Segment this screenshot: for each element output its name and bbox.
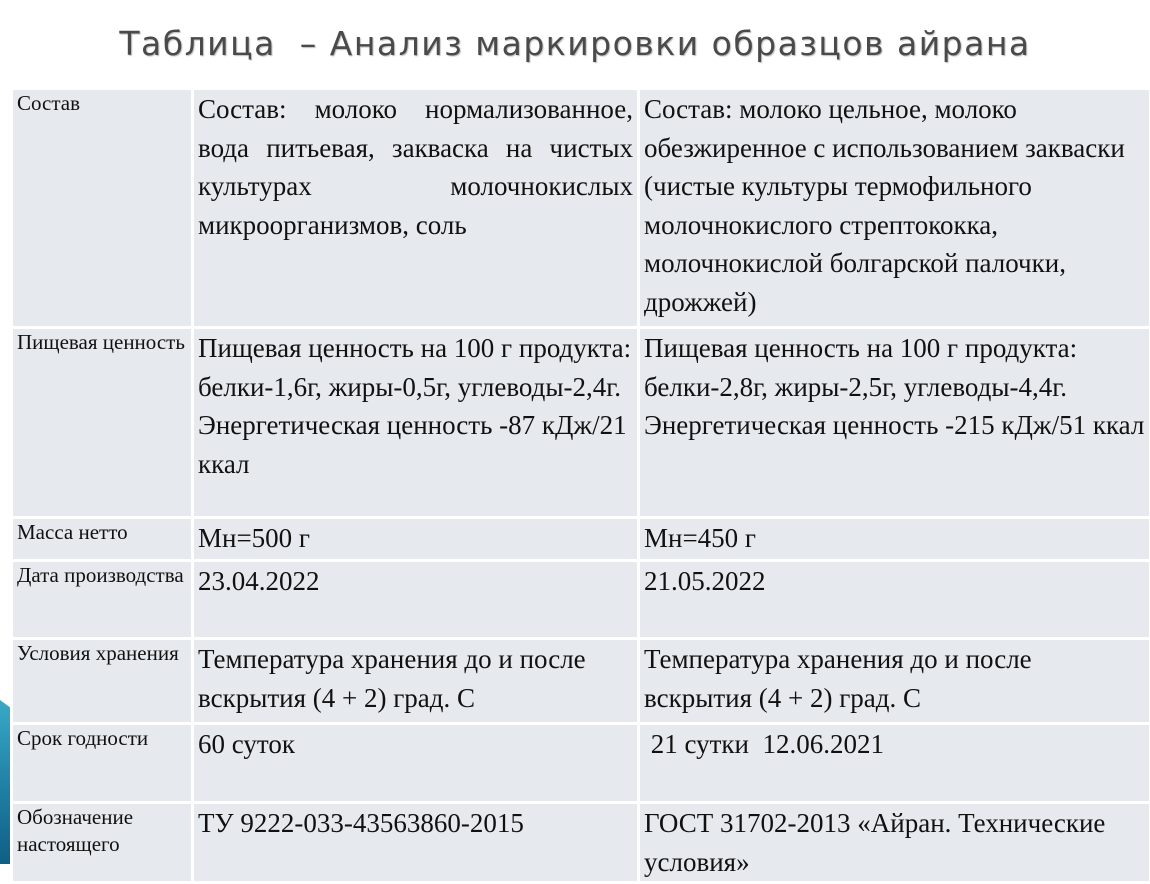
row-label: Состав — [12, 89, 193, 328]
sample1-cell: 60 суток — [193, 724, 639, 803]
sample2-cell: 21.05.2022 — [639, 561, 1150, 639]
row-label: Пищевая ценность — [12, 328, 193, 518]
sample2-cell: 21 сутки 12.06.2021 — [639, 724, 1150, 803]
row-label: Дата производства — [12, 561, 193, 639]
table-row-shelf-life — [12, 724, 1150, 803]
sample2-cell: Пищевая ценность на 100 г продукта: белки-2,8г, жиры-2,5г, углеводы-4,4г. Энергетическая ценность -215 кДж/51 ккал — [639, 328, 1150, 518]
sample1-cell: Мн=500 г — [193, 518, 639, 561]
slide-title: Таблица – Анализ маркировки образцов айрана — [0, 24, 1150, 63]
row-label: Масса нетто — [12, 518, 193, 561]
table-row-production-date — [12, 561, 1150, 639]
table-row-storage-conditions — [12, 639, 1150, 724]
table-row-composition — [12, 89, 1150, 328]
sample1-cell: ТУ 9222-033-43563860-2015 — [193, 803, 639, 883]
marking-analysis-table — [10, 87, 1150, 884]
sample2-cell: Мн=450 г — [639, 518, 1150, 561]
sample2-cell: ГОСТ 31702-2013 «Айран. Технические условия» — [639, 803, 1150, 883]
table-row-net-mass — [12, 518, 1150, 561]
sample1-cell: 23.04.2022 — [193, 561, 639, 639]
sample2-cell: Температура хранения до и после вскрытия (4 + 2) град. С — [639, 639, 1150, 724]
sample1-cell: Пищевая ценность на 100 г продукта: белки-1,6г, жиры-0,5г, углеводы-2,4г. Энергетическая ценность -87 кДж/21 ккал — [193, 328, 639, 518]
table-row-nutrition — [12, 328, 1150, 518]
sample1-cell: Состав: молоко нормализованное, вода питьевая, закваска на чистых культурах молочнокислых микроорганизмов, соль — [193, 89, 639, 328]
row-label: Обозначение настоящего — [12, 803, 193, 883]
sample2-cell: Состав: молоко цельное, молоко обезжиренное с использованием закваски (чистые культуры термофильного молочнокислого стрептококка, молочнокислой болгарской палочки, дрожжей) — [639, 89, 1150, 328]
row-label: Срок годности — [12, 724, 193, 803]
sample1-cell: Температура хранения до и после вскрытия (4 + 2) град. С — [193, 639, 639, 724]
row-label: Условия хранения — [12, 639, 193, 724]
table-row-standard-designation — [12, 803, 1150, 883]
